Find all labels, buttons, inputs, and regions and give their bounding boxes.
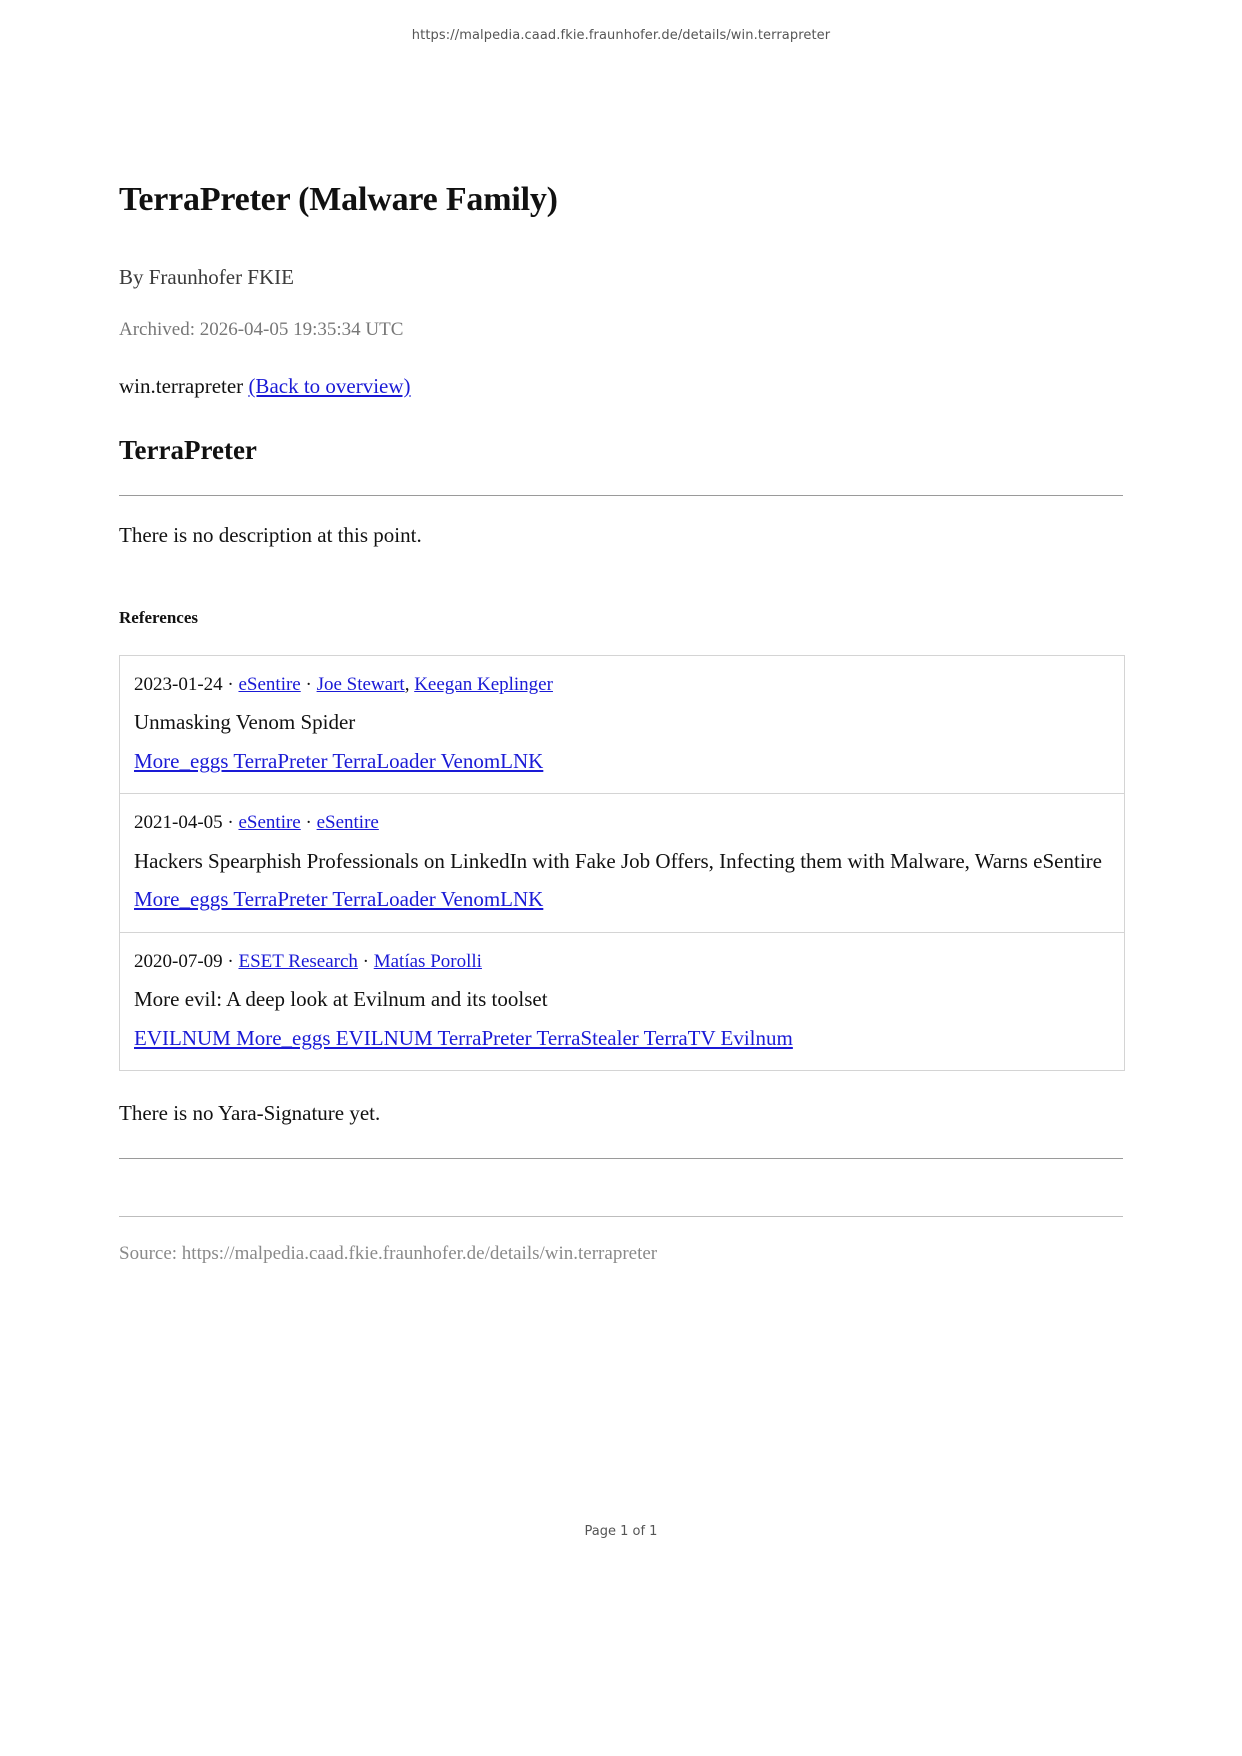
reference-date: 2021-04-05 — [134, 812, 223, 834]
author-link[interactable]: eSentire — [316, 812, 379, 834]
reference-tags-link[interactable]: EVILNUM More_eggs EVILNUM TerraPreter TerraStealer TerraTV Evilnum — [134, 1025, 793, 1050]
family-id: win.terrapreter — [119, 373, 244, 398]
reference-date: 2020-07-09 — [134, 950, 223, 972]
reference-meta — [134, 949, 1110, 975]
author-link[interactable]: Matías Porolli — [373, 950, 482, 972]
archived-timestamp: Archived: 2026-04-05 19:35:34 UTC — [119, 318, 404, 340]
author-link[interactable]: Keegan Keplinger — [414, 673, 553, 695]
reference-tags-link[interactable]: More_eggs TerraPreter TerraLoader VenomLNK — [134, 887, 544, 912]
meta-separator: · — [227, 812, 234, 834]
meta-separator: · — [227, 950, 234, 972]
author-link[interactable]: Joe Stewart — [316, 673, 405, 695]
author-separator: , — [404, 673, 410, 695]
reference-tags-link[interactable]: More_eggs TerraPreter TerraLoader VenomLNK — [134, 748, 544, 773]
divider-top — [119, 495, 1123, 496]
page-number-footer: Page 1 of 1 — [584, 1524, 658, 1539]
publisher-link[interactable]: eSentire — [238, 673, 301, 695]
reference-meta — [134, 810, 1110, 836]
meta-separator: · — [227, 673, 234, 695]
reference-title: Hackers Spearphish Professionals on LinkedIn with Fake Job Offers, Infecting them with Malware, Warns eSentire — [134, 848, 1102, 873]
reference-title: More evil: A deep look at Evilnum and its toolset — [134, 987, 548, 1012]
references-table — [119, 655, 1125, 1071]
reference-tags — [134, 1025, 1110, 1052]
source-line: Source: https://malpedia.caad.fkie.fraunhofer.de/details/win.terrapreter — [119, 1243, 658, 1265]
table-row — [120, 933, 1124, 1070]
meta-separator: · — [362, 950, 369, 972]
reference-tags — [134, 886, 1110, 913]
divider-footer — [119, 1216, 1123, 1217]
publisher-link[interactable]: ESET Research — [238, 950, 358, 972]
document-body — [119, 180, 1123, 1267]
reference-meta — [134, 672, 1110, 698]
back-to-overview-link[interactable]: (Back to overview) — [248, 373, 411, 398]
table-row — [120, 656, 1124, 794]
table-row — [120, 794, 1124, 932]
description-text: There is no description at this point. — [119, 523, 422, 548]
reference-tags — [134, 748, 1110, 775]
reference-date: 2023-01-24 — [134, 673, 223, 695]
meta-separator: · — [305, 673, 312, 695]
family-identifier-line — [119, 373, 1123, 400]
archived-url-header: https://malpedia.caad.fkie.fraunhofer.de/details/win.terrapreter — [411, 28, 831, 43]
reference-title: Unmasking Venom Spider — [134, 710, 356, 735]
page-title: TerraPreter (Malware Family) — [119, 181, 558, 218]
yara-signature-note: There is no Yara-Signature yet. — [119, 1100, 381, 1125]
byline: By Fraunhofer FKIE — [119, 264, 294, 289]
meta-separator: · — [305, 812, 312, 834]
divider-bottom — [119, 1158, 1123, 1159]
references-heading: References — [119, 607, 198, 627]
publisher-link[interactable]: eSentire — [238, 812, 301, 834]
section-title: TerraPreter — [119, 435, 257, 466]
